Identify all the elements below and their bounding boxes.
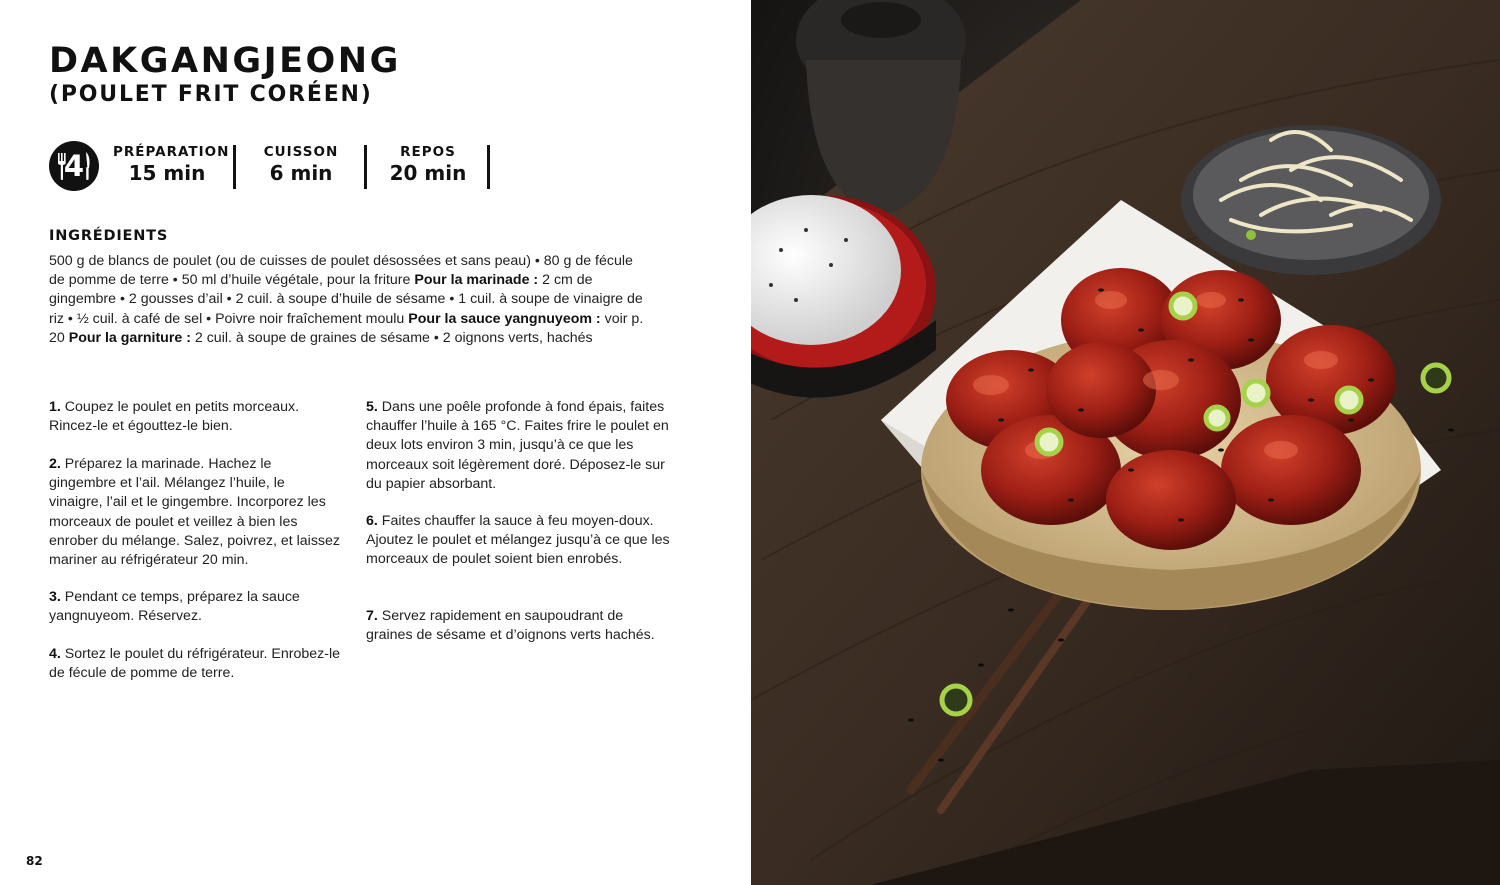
rest-time-value: 20 min (389, 161, 467, 185)
step-number: 6. (366, 513, 378, 529)
step-3 (49, 588, 339, 626)
servings-count: 4 (63, 149, 85, 183)
step-1 (49, 398, 339, 436)
sauce-label: Pour la sauce yangnuyeom : (408, 310, 601, 327)
step-number: 3. (49, 589, 61, 605)
marinade-label: Pour la marinade : (414, 272, 539, 289)
step-text: Sortez le poulet du réfrigérateur. Enrobez-le de fécule de pomme de terre. (49, 646, 341, 682)
step-5 (366, 398, 671, 494)
step-text: Dans une poêle profonde à fond épais, faites chauffer l’huile à 165 °C. Faites frire le poulet en deux lots environ 3 min, jusqu’à ce que les morceaux soit légèrement doré. Déposez-le sur du papier absorbant. (366, 399, 669, 492)
step-text: Coupez le poulet en petits morceaux. Rincez-le et égouttez-le bien. (49, 399, 300, 435)
rest-time (384, 143, 472, 185)
dish-photo-illustration (751, 0, 1500, 885)
step-text: Faites chauffer la sauce à feu moyen-doux. Ajoutez le poulet et mélangez jusqu’à ce que les morceaux de poulet soient bien enrobés. (366, 513, 670, 568)
garnish-ingredients: 2 cuil. à soupe de graines de sésame • 2 oignons verts, hachés (194, 329, 593, 346)
garnish-label: Pour la garniture : (68, 329, 191, 346)
cook-time-label: CUISSON (263, 144, 339, 160)
step-number: 1. (49, 399, 61, 415)
prep-time-label: PRÉPARATION (113, 144, 230, 160)
step-number: 5. (366, 399, 378, 415)
step-text: Préparez la marinade. Hachez le gingembre et l’ail. Mélangez l’huile, le vinaigre, l’ail et le gingembre. Incorporez les morceaux de poulet et veillez à bien les enrober du mélange. Salez, poivrez, et laissez mariner au réfrigérateur 20 min. (49, 456, 341, 569)
step-7 (366, 607, 671, 645)
marinade-ingredients: 2 cm de gingembre • 2 gousses d’ail • 2 cuil. à soupe d’huile de sésame • 1 cuil. à soupe de vinaigre de riz • ½ cuil. à café de sel • Poivre noir fraîchement moulu (49, 272, 643, 327)
step-text: Servez rapidement en saupoudrant de graines de sésame et d’oignons verts hachés. (366, 608, 655, 644)
cook-time-value: 6 min (269, 161, 333, 185)
sauce-reference: voir p. 20 (49, 310, 644, 346)
step-4 (49, 645, 341, 683)
step-number: 7. (366, 608, 378, 624)
step-2 (49, 455, 341, 570)
ingredients-main: 500 g de blancs de poulet (ou de cuisses de poulet désossées et sans peau) • 80 g de fécule de pomme de terre • 50 ml d’huile végétale, pour la friture (49, 253, 633, 289)
recipe-title: DAKGANGJEONG (49, 41, 401, 81)
divider (233, 145, 236, 189)
servings-badge (49, 141, 99, 191)
rest-time-label: REPOS (400, 144, 456, 160)
step-text: Pendant ce temps, préparez la sauce yangnuyeom. Réservez. (49, 589, 300, 625)
step-6 (366, 512, 671, 570)
cook-time (260, 143, 342, 185)
page-number: 82 (26, 854, 43, 868)
ingredients-heading: INGRÉDIENTS (49, 228, 169, 244)
step-number: 4. (49, 646, 61, 662)
step-number: 2. (49, 456, 61, 472)
recipe-subtitle: (POULET FRIT CORÉEN) (49, 82, 373, 107)
prep-time-value: 15 min (128, 161, 206, 185)
divider (487, 145, 490, 189)
dish-photo (751, 0, 1500, 885)
divider (364, 145, 367, 189)
prep-time (113, 143, 230, 185)
ingredients-list (49, 252, 649, 348)
